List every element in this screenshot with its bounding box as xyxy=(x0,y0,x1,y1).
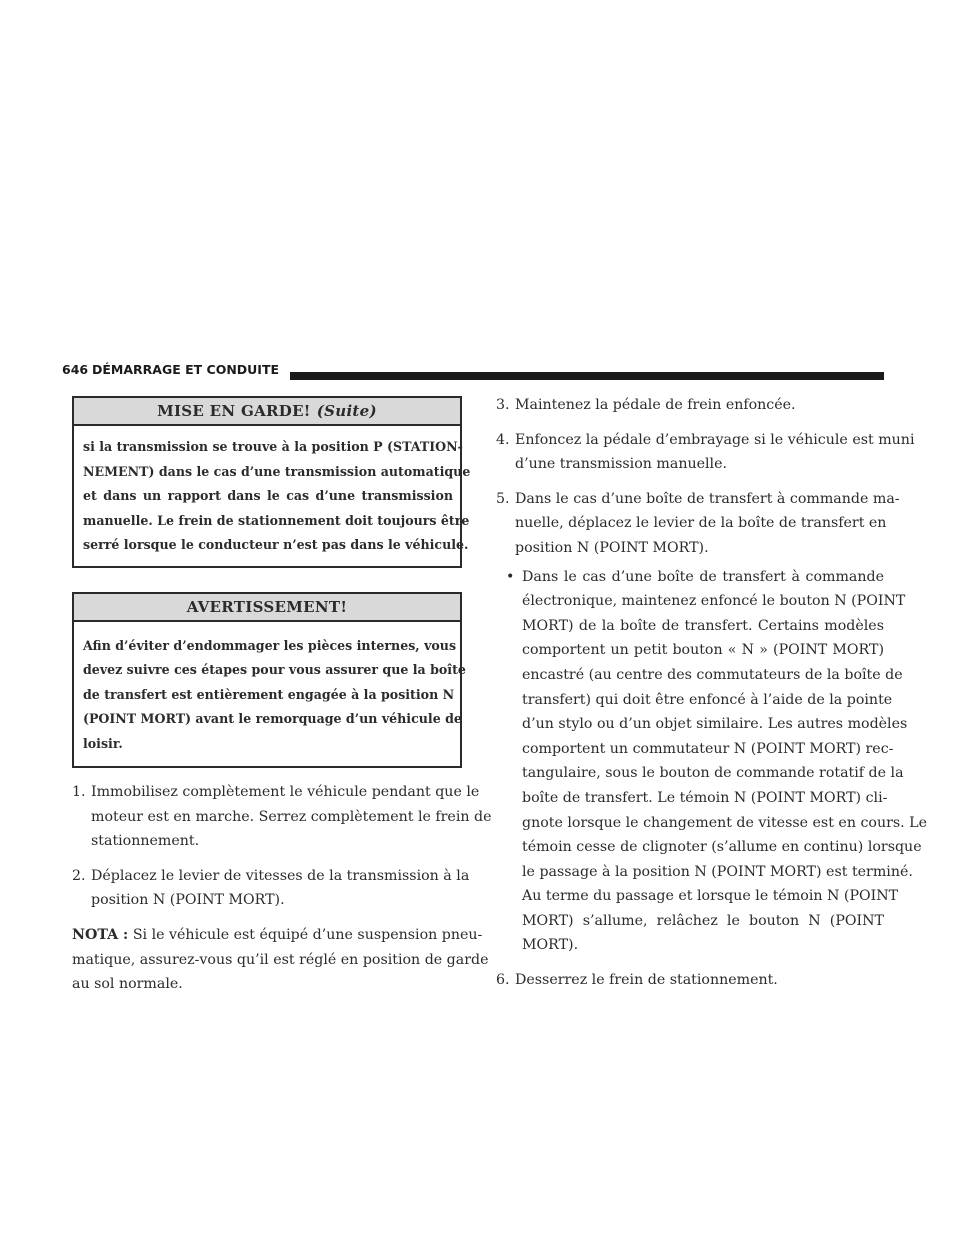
warning-line: de transfert est entièrement engagée à la position N xyxy=(83,686,455,702)
bullet-line: comportent un commutateur N (POINT MORT) rec- xyxy=(522,740,894,757)
bullet-line: MORT) de la boîte de transfert. Certains modèles xyxy=(522,617,884,634)
caution-title: MISE EN GARDE! xyxy=(157,402,311,420)
bullet-line: comportent un petit bouton « N » (POINT MORT) xyxy=(522,642,884,659)
warning-line: Afin d’éviter d’endommager les pièces internes, vous xyxy=(83,637,457,653)
bullet-item xyxy=(496,565,927,959)
right-column xyxy=(496,393,927,993)
caution-line: si la transmission se trouve à la position P (STATION- xyxy=(83,439,463,454)
bullet-line: Au terme du passage et lorsque le témoin N (POINT xyxy=(522,888,899,905)
bullet-line: encastré (au centre des commutateurs de la boîte de xyxy=(522,666,903,683)
bullet-line: MORT). xyxy=(522,937,579,954)
step-number: 3. xyxy=(496,397,510,413)
warning-line: loisir. xyxy=(83,735,123,751)
header-rule xyxy=(290,372,884,380)
caution-box-body xyxy=(74,426,471,566)
step-line: moteur est en marche. Serrez complètement le frein de xyxy=(91,808,492,825)
step-line: position N (POINT MORT). xyxy=(515,539,709,556)
step-5 xyxy=(496,487,900,561)
bullet-line: d’un stylo ou d’un objet similaire. Les autres modèles xyxy=(522,716,908,733)
nota-text: Si le véhicule est équipé d’une suspension pneu- xyxy=(132,926,483,943)
bullet-dot: • xyxy=(506,568,515,585)
step-number: 1. xyxy=(72,784,86,800)
bullet-line: MORT) s’allume, relâchez le bouton N (POINT xyxy=(522,912,884,929)
step-number: 4. xyxy=(496,431,510,448)
nota-label: NOTA : xyxy=(72,926,129,943)
warning-line: (POINT MORT) avant le remorquage d’un véhicule de xyxy=(83,711,462,726)
page-header xyxy=(62,360,884,382)
step-2 xyxy=(72,864,470,913)
step-line: Desserrez le frein de stationnement. xyxy=(515,972,778,989)
section-title: DÉMARRAGE ET CONDUITE xyxy=(92,362,280,377)
bullet-line: tangulaire, sous le bouton de commande rotatif de la xyxy=(522,765,904,782)
nota-paragraph xyxy=(72,923,489,997)
step-number: 6. xyxy=(496,972,510,989)
step-line: position N (POINT MORT). xyxy=(91,892,285,909)
warning-line: devez suivre ces étapes pour vous assurer que la boîte xyxy=(83,662,466,677)
warning-box-title xyxy=(74,594,460,622)
step-line: Maintenez la pédale de frein enfoncée. xyxy=(515,397,796,413)
caution-box-title xyxy=(74,398,460,426)
left-column xyxy=(72,396,492,997)
bullet-line: boîte de transfert. Le témoin N (POINT MORT) cli- xyxy=(522,789,888,806)
caution-line: NEMENT) dans le cas d’une transmission automatique xyxy=(83,463,471,479)
warning-box xyxy=(72,592,466,769)
step-line: d’une transmission manuelle. xyxy=(515,456,727,473)
step-1 xyxy=(72,780,492,854)
step-number: 2. xyxy=(72,867,86,884)
bullet-line: Dans le cas d’une boîte de transfert à commande xyxy=(522,568,884,585)
warning-title: AVERTISSEMENT! xyxy=(186,597,348,616)
bullet-line: électronique, maintenez enfoncé le bouton N (POINT xyxy=(522,593,906,610)
caution-box xyxy=(72,396,471,568)
caution-line: et dans un rapport dans le cas d’une transmission xyxy=(83,488,453,503)
step-line: stationnement. xyxy=(91,833,200,850)
bullet-line: témoin cesse de clignoter (s’allume en continu) lorsque xyxy=(522,839,922,856)
step-line: Dans le cas d’une boîte de transfert à commande ma- xyxy=(515,490,900,507)
step-6 xyxy=(496,968,884,993)
caution-line: manuelle. Le frein de stationnement doit toujours être xyxy=(83,512,470,528)
step-line: Enfoncez la pédale d’embrayage si le véhicule est muni xyxy=(515,431,915,448)
step-line: Immobilisez complètement le véhicule pendant que le xyxy=(91,784,480,800)
bullet-line: le passage à la position N (POINT MORT) est terminé. xyxy=(522,863,913,880)
caution-title-suffix: (Suite) xyxy=(316,402,377,420)
step-4 xyxy=(496,428,915,477)
step-3 xyxy=(496,393,884,418)
step-line: nuelle, déplacez le levier de la boîte de transfert en xyxy=(515,515,887,532)
step-line: Déplacez le levier de vitesses de la transmission à la xyxy=(91,867,470,884)
nota-line: matique, assurez-vous qu’il est réglé en position de garde xyxy=(72,951,489,968)
page-number: 646 xyxy=(62,362,89,377)
bullet-line: transfert) qui doit être enfoncé à l’aide de la pointe xyxy=(522,691,893,708)
nota-first-line xyxy=(72,923,483,948)
step-number: 5. xyxy=(496,490,510,507)
caution-line: serré lorsque le conducteur n’est pas dans le véhicule. xyxy=(83,537,469,552)
bullet-line: gnote lorsque le changement de vitesse est en cours. Le xyxy=(522,814,927,831)
warning-box-body xyxy=(74,622,466,767)
nota-line: au sol normale. xyxy=(72,976,183,993)
